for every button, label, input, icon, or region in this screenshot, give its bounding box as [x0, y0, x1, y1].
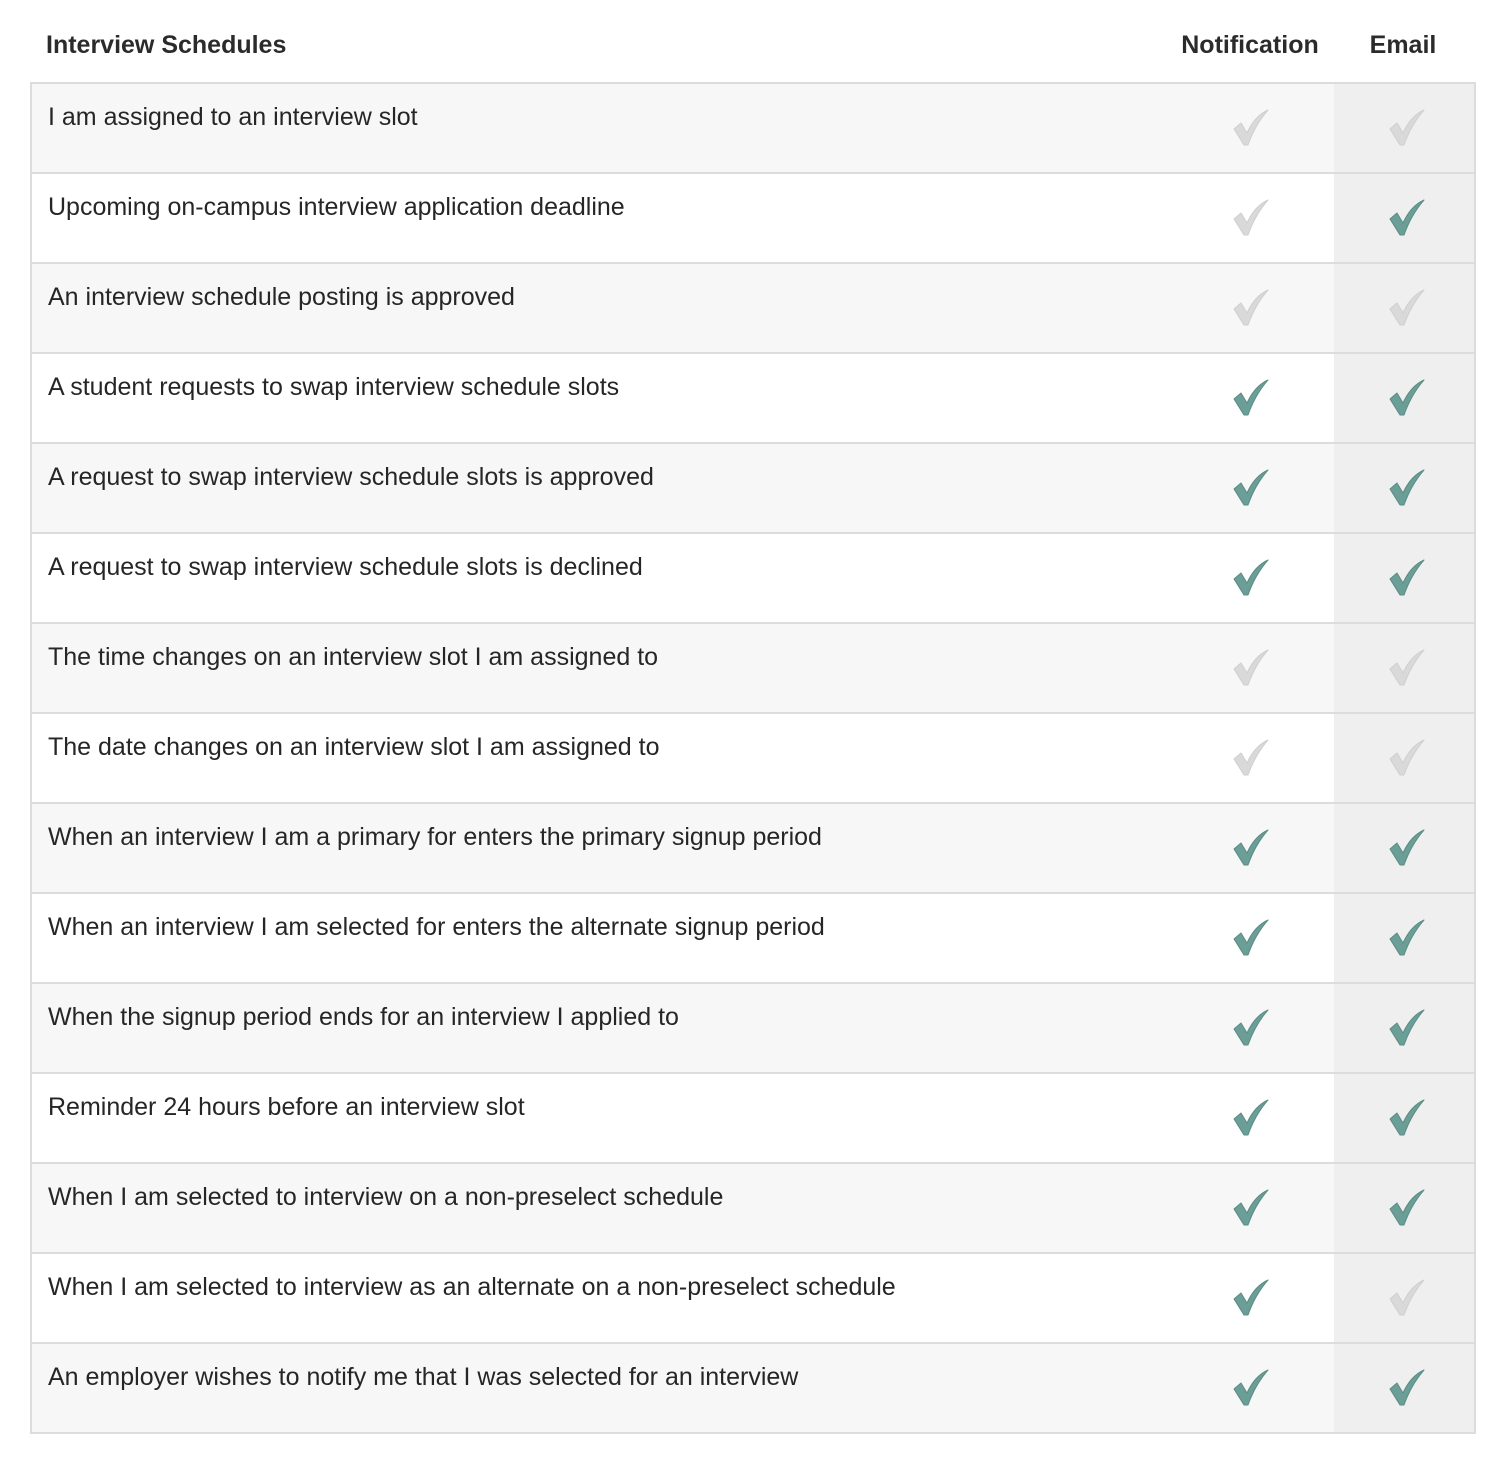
email-toggle[interactable]: [1388, 918, 1426, 958]
notification-toggle[interactable]: [1232, 738, 1270, 778]
row-label: When an interview I am a primary for enters the primary signup period: [48, 823, 822, 851]
email-toggle[interactable]: [1388, 1188, 1426, 1228]
table-row: [32, 624, 1474, 714]
check-icon: [1388, 828, 1426, 868]
check-icon-inactive: [1388, 288, 1426, 328]
check-icon: [1232, 558, 1270, 598]
table-row: [32, 1344, 1474, 1434]
email-toggle[interactable]: [1388, 1278, 1426, 1318]
check-icon: [1388, 1188, 1426, 1228]
section-title: Interview Schedules: [46, 31, 287, 59]
check-icon: [1232, 1008, 1270, 1048]
email-toggle[interactable]: [1388, 198, 1426, 238]
check-icon: [1388, 1368, 1426, 1408]
settings-table: [30, 82, 1476, 1434]
table-row: [32, 804, 1474, 894]
email-toggle[interactable]: [1388, 1098, 1426, 1138]
interview-schedules-settings: [30, 0, 1476, 1434]
check-icon: [1388, 1098, 1426, 1138]
row-label: Upcoming on-campus interview application deadline: [48, 193, 625, 221]
notification-toggle[interactable]: [1232, 558, 1270, 598]
table-row: [32, 984, 1474, 1074]
check-icon-inactive: [1388, 108, 1426, 148]
notification-toggle[interactable]: [1232, 468, 1270, 508]
table-row: [32, 84, 1474, 174]
row-label: Reminder 24 hours before an interview slot: [48, 1093, 525, 1121]
email-column-header: Email: [1369, 31, 1437, 59]
check-icon-inactive: [1388, 648, 1426, 688]
check-icon-inactive: [1232, 108, 1270, 148]
row-label: When I am selected to interview on a non-preselect schedule: [48, 1183, 724, 1211]
notification-toggle[interactable]: [1232, 1278, 1270, 1318]
check-icon: [1388, 378, 1426, 418]
notification-toggle[interactable]: [1232, 378, 1270, 418]
table-row: [32, 1074, 1474, 1164]
notification-toggle[interactable]: [1232, 828, 1270, 868]
row-label: When I am selected to interview as an alternate on a non-preselect schedule: [48, 1273, 896, 1301]
check-icon-inactive: [1232, 648, 1270, 688]
check-icon-inactive: [1388, 1278, 1426, 1318]
check-icon-inactive: [1388, 738, 1426, 778]
check-icon: [1232, 828, 1270, 868]
check-icon: [1232, 1368, 1270, 1408]
row-label: A request to swap interview schedule slots is declined: [48, 553, 643, 581]
notification-toggle[interactable]: [1232, 1098, 1270, 1138]
email-toggle[interactable]: [1388, 1368, 1426, 1408]
email-toggle[interactable]: [1388, 108, 1426, 148]
email-toggle[interactable]: [1388, 648, 1426, 688]
notification-toggle[interactable]: [1232, 648, 1270, 688]
row-label: When the signup period ends for an interview I applied to: [48, 1003, 679, 1031]
email-toggle[interactable]: [1388, 1008, 1426, 1048]
notification-toggle[interactable]: [1232, 108, 1270, 148]
notification-toggle[interactable]: [1232, 918, 1270, 958]
check-icon: [1388, 468, 1426, 508]
table-row: [32, 714, 1474, 804]
email-toggle[interactable]: [1388, 468, 1426, 508]
notification-toggle[interactable]: [1232, 1008, 1270, 1048]
row-label: An interview schedule posting is approved: [48, 283, 515, 311]
email-toggle[interactable]: [1388, 558, 1426, 598]
row-label: I am assigned to an interview slot: [48, 103, 418, 131]
notification-toggle[interactable]: [1232, 288, 1270, 328]
row-label: A request to swap interview schedule slots is approved: [48, 463, 654, 491]
check-icon: [1232, 1278, 1270, 1318]
email-toggle[interactable]: [1388, 288, 1426, 328]
email-toggle[interactable]: [1388, 828, 1426, 868]
check-icon: [1232, 378, 1270, 418]
notification-column-header: Notification: [1181, 31, 1319, 59]
check-icon: [1232, 1098, 1270, 1138]
notification-toggle[interactable]: [1232, 1188, 1270, 1228]
check-icon: [1388, 558, 1426, 598]
row-label: A student requests to swap interview schedule slots: [48, 373, 620, 401]
email-toggle[interactable]: [1388, 378, 1426, 418]
check-icon-inactive: [1232, 738, 1270, 778]
row-label: The time changes on an interview slot I am assigned to: [48, 643, 659, 671]
notification-toggle[interactable]: [1232, 1368, 1270, 1408]
table-row: [32, 444, 1474, 534]
table-header: [30, 0, 1476, 82]
table-row: [32, 174, 1474, 264]
check-icon: [1388, 1008, 1426, 1048]
table-row: [32, 264, 1474, 354]
row-label: When an interview I am selected for enters the alternate signup period: [48, 913, 825, 941]
check-icon: [1232, 1188, 1270, 1228]
check-icon: [1388, 198, 1426, 238]
table-row: [32, 1164, 1474, 1254]
check-icon: [1388, 918, 1426, 958]
notification-toggle[interactable]: [1232, 198, 1270, 238]
table-row: [32, 534, 1474, 624]
row-label: The date changes on an interview slot I am assigned to: [48, 733, 660, 761]
table-row: [32, 894, 1474, 984]
table-row: [32, 1254, 1474, 1344]
table-row: [32, 354, 1474, 444]
check-icon-inactive: [1232, 288, 1270, 328]
check-icon: [1232, 468, 1270, 508]
email-toggle[interactable]: [1388, 738, 1426, 778]
check-icon: [1232, 918, 1270, 958]
check-icon-inactive: [1232, 198, 1270, 238]
row-label: An employer wishes to notify me that I was selected for an interview: [48, 1363, 799, 1391]
